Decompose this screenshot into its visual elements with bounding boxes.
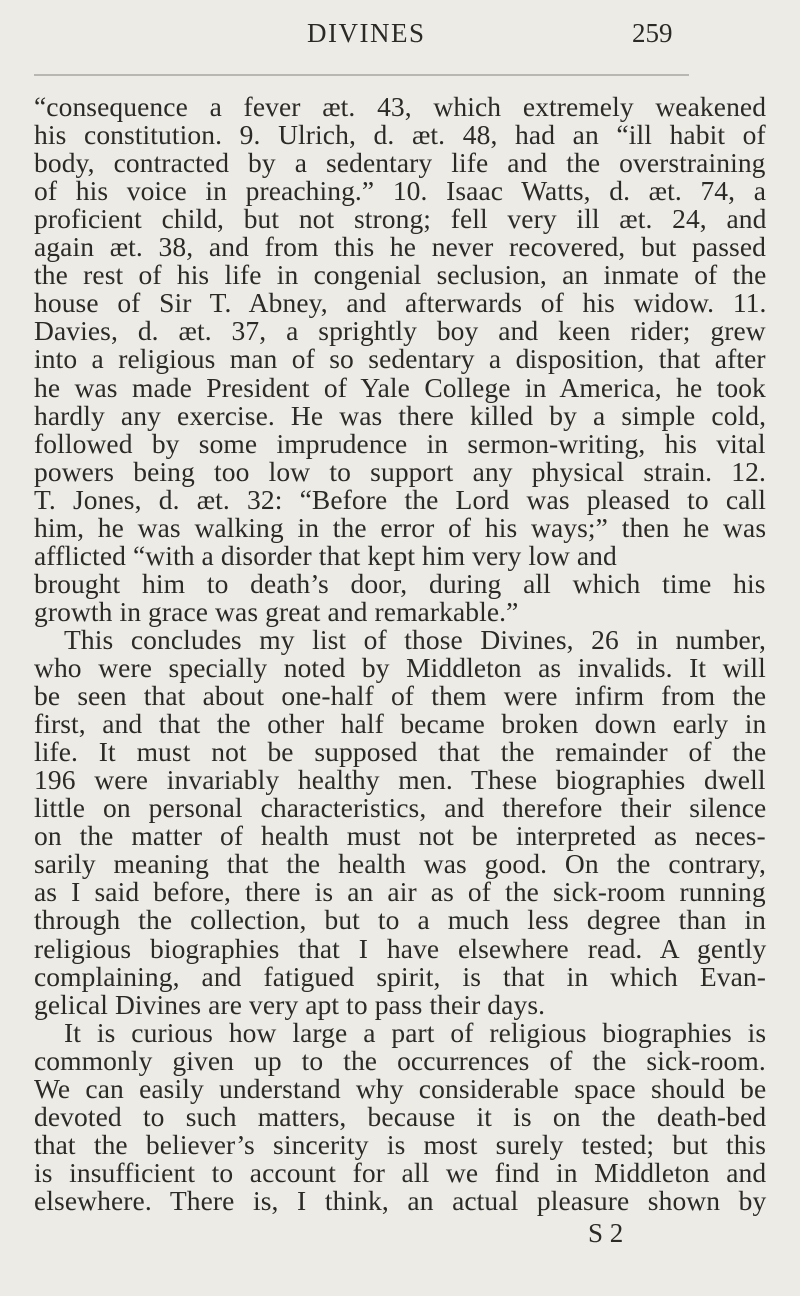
text-line: growth in grace was great and remarkable.” bbox=[34, 595, 519, 627]
text-line: elsewhere. There is, I think, an actual pleasure shown by bbox=[34, 1184, 767, 1216]
text-line: little on personal characteristics, and therefore their silence bbox=[34, 792, 767, 824]
text-line: commonly given up to the occurrences of the sick-room. bbox=[34, 1044, 766, 1076]
text-line: followed by some imprudence in sermon-writing, his vital bbox=[34, 427, 766, 459]
text-line: hardly any exercise. He was there killed by a simple cold, bbox=[34, 399, 767, 431]
text-line: brought him to death’s door, during all which time his bbox=[34, 567, 766, 599]
running-head bbox=[0, 14, 800, 54]
signature-mark: S 2 bbox=[588, 1218, 624, 1248]
text-line: This concludes my list of those Divines, 26 in number, bbox=[64, 623, 766, 655]
text-line: as I said before, there is an air as of the sick-room running bbox=[34, 876, 766, 908]
text-line: that the believer’s sincerity is most surely tested; but this bbox=[34, 1128, 767, 1160]
text-line: T. Jones, d. æt. 32: “Before the Lord was pleased to call bbox=[34, 483, 766, 515]
text-line: powers being too low to support any physical strain. 12. bbox=[34, 455, 766, 487]
text-line: through the collection, but to a much less degree than in bbox=[34, 904, 766, 936]
text-line: first, and that the other half became broken down early in bbox=[34, 708, 767, 740]
text-line: body, contracted by a sedentary life and the overstraining bbox=[34, 147, 766, 179]
text-line: he was made President of Yale College in America, he took bbox=[34, 371, 766, 403]
text-line: the rest of his life in congenial seclusion, an inmate of the bbox=[34, 259, 767, 291]
text-line: who were specially noted by Middleton as invalids. It will bbox=[34, 652, 766, 683]
text-line: proficient child, but not strong; fell very ill æt. 24, and bbox=[34, 203, 767, 235]
text-line: We can easily understand why considerable space should be bbox=[34, 1072, 767, 1104]
text-line: house of Sir T. Abney, and afterwards of his widow. 11. bbox=[34, 287, 767, 319]
text-line: devoted to such matters, because it is on the death-bed bbox=[34, 1100, 767, 1132]
running-title: DIVINES bbox=[307, 18, 426, 48]
text-line: “consequence a fever æt. 43, which extremely weakened bbox=[34, 91, 767, 122]
text-line: into a religious man of so sedentary a disposition, that after bbox=[34, 343, 766, 375]
text-line: on the matter of health must not be interpreted as neces- bbox=[34, 820, 766, 852]
text-line: Davies, d. æt. 37, a sprightly boy and keen rider; grew bbox=[34, 315, 766, 347]
text-line: his constitution. 9. Ulrich, d. æt. 48, had an “ill habit of bbox=[34, 119, 766, 151]
text-line: gelical Divines are very apt to pass their days. bbox=[34, 988, 546, 1020]
text-line: is insufficient to account for all we find in Middleton and bbox=[34, 1156, 767, 1188]
text-line: sarily meaning that the health was good. On the contrary, bbox=[34, 848, 766, 880]
text-line: It is curious how large a part of religious biographies is bbox=[64, 1016, 767, 1048]
page-number: 259 bbox=[632, 18, 673, 48]
text-line: of his voice in preaching.” 10. Isaac Watts, d. æt. 74, a bbox=[34, 175, 767, 207]
header-rule bbox=[34, 74, 689, 76]
text-line: afflicted “with a disorder that kept him very low and bbox=[34, 539, 617, 571]
text-line: life. It must not be supposed that the remainder of the bbox=[34, 736, 767, 768]
text-line: religious biographies that I have elsewhere read. A gently bbox=[34, 932, 767, 964]
text-line: complaining, and fatigued spirit, is that in which Evan- bbox=[34, 960, 766, 992]
text-line: again æt. 38, and from this he never recovered, but passed bbox=[34, 231, 766, 263]
text-line: him, he was walking in the error of his ways;” then he was bbox=[34, 511, 767, 543]
text-line: 196 were invariably healthy men. These biographies dwell bbox=[34, 764, 766, 796]
text-line: be seen that about one-half of them were infirm from the bbox=[34, 680, 767, 712]
